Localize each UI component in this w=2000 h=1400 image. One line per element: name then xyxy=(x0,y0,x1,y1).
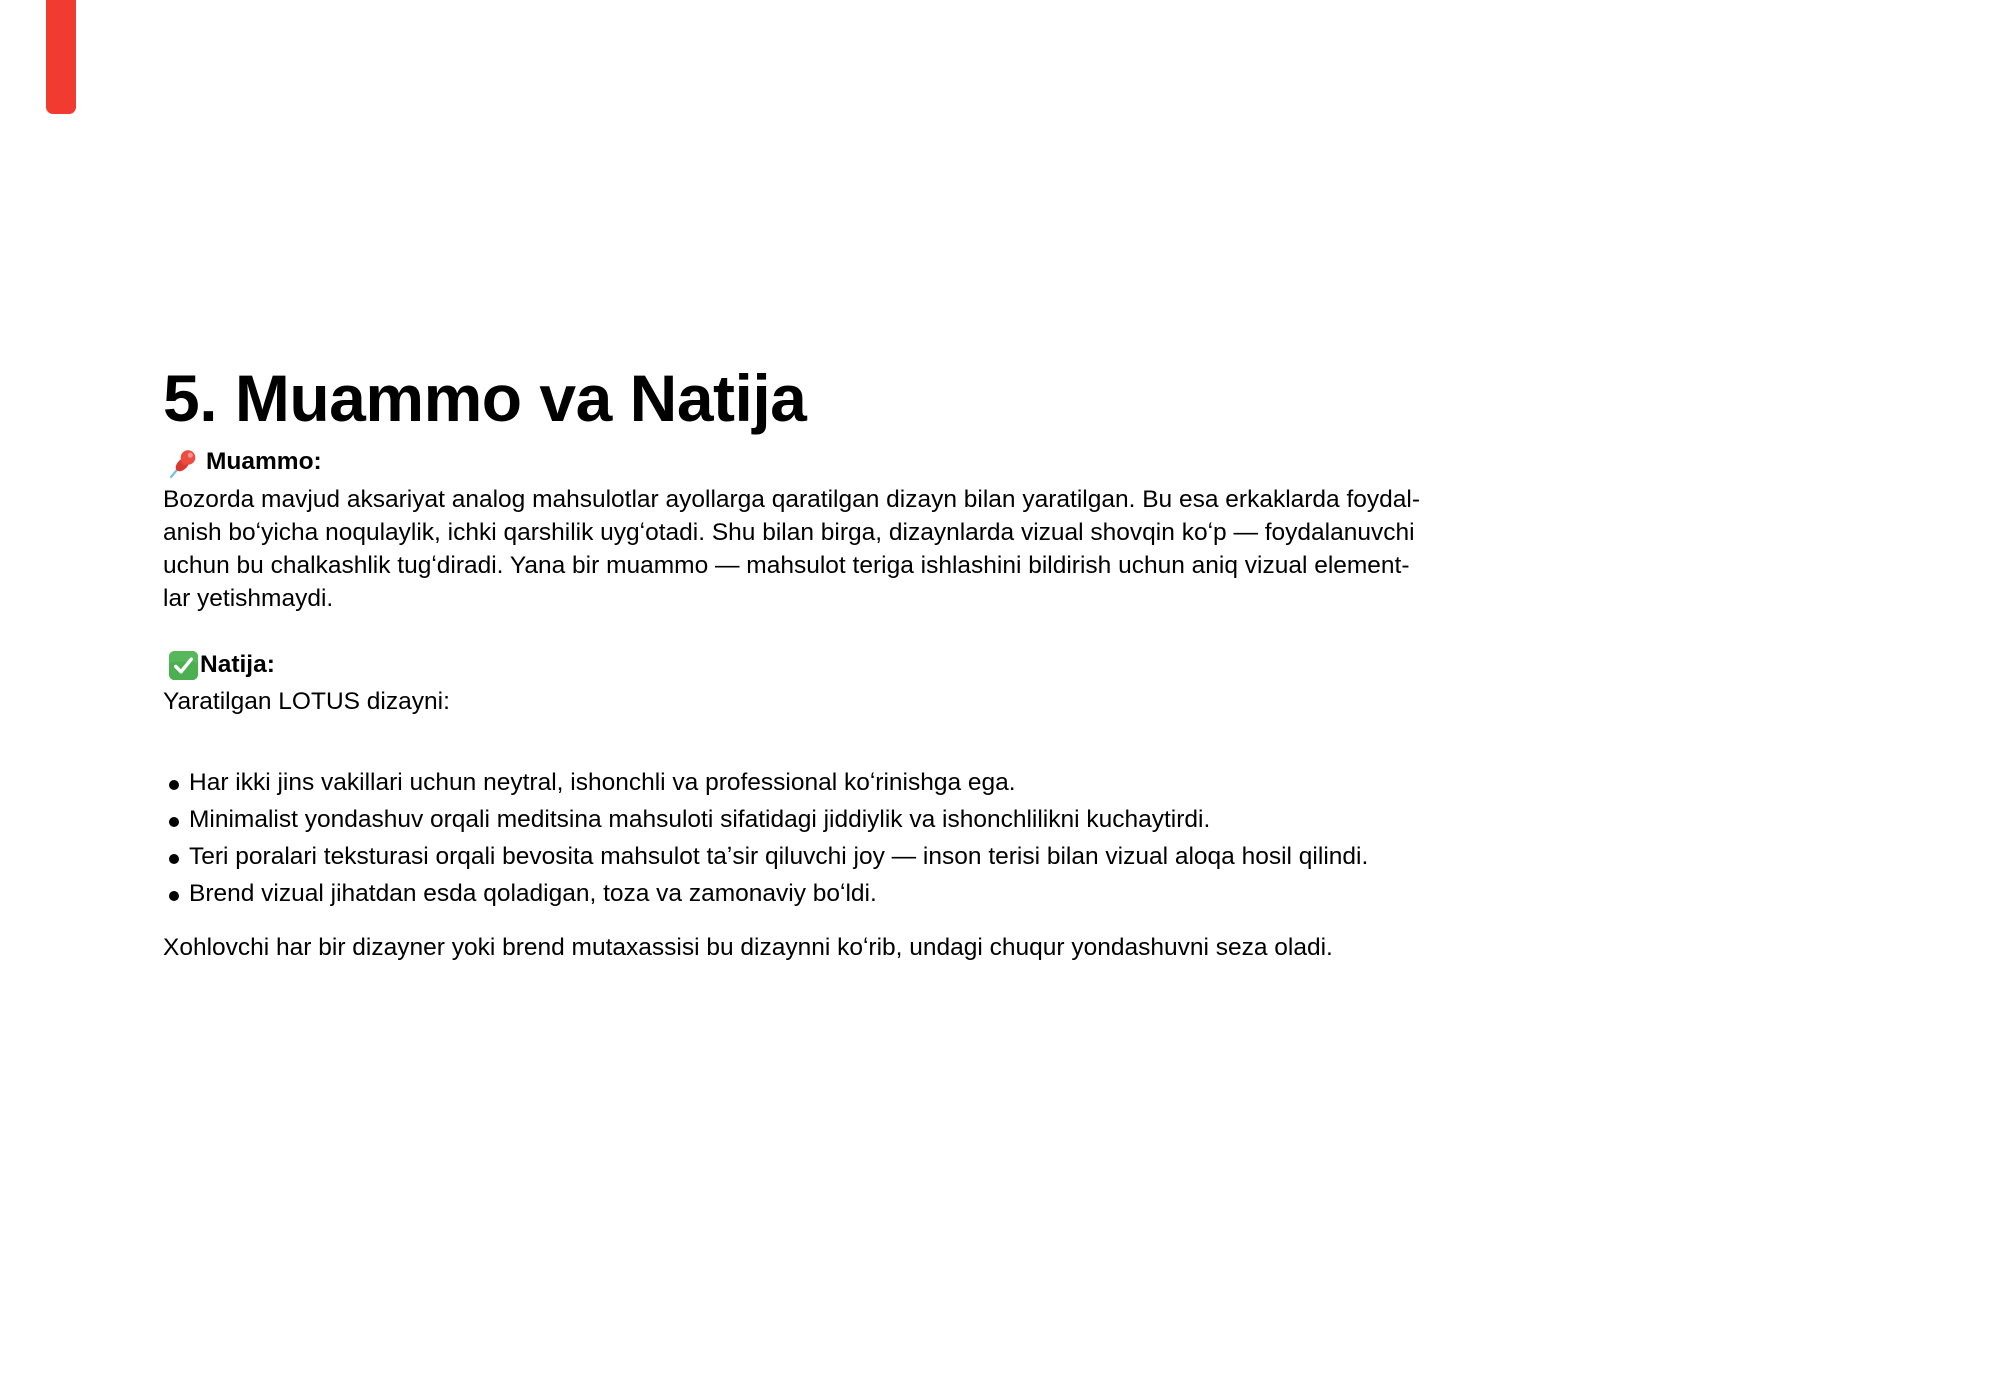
bullet-dot-icon xyxy=(169,817,179,827)
page-title: 5. Muammo va Natija xyxy=(163,361,807,436)
bullet-text: Har ikki jins vakillari uchun neytral, ishonchli va professional koʻrinishga ega. xyxy=(189,769,1016,796)
check-mark-icon xyxy=(168,650,199,681)
natija-bullet-list xyxy=(169,764,1368,912)
bullet-text: Brend vizual jihatdan esda qoladigan, toza va zamonaviy boʻldi. xyxy=(189,880,877,907)
accent-bar xyxy=(46,0,76,114)
bullet-text: Teri poralari teksturasi orqali bevosita mahsulot taʼsir qiluvchi joy — inson terisi bilan vizual aloqa hosil qilindi. xyxy=(189,843,1369,870)
bullet-dot-icon xyxy=(169,780,179,790)
muammo-paragraph-line: anish boʻyicha noqulaylik, ichki qarshilik uygʻotadi. Shu bilan birga, dizaynlarda vizual shovqin koʻp — foydalanuvchi xyxy=(163,519,1415,546)
natija-label: Natija: xyxy=(200,651,275,678)
muammo-paragraph-line: Bozorda mavjud aksariyat analog mahsulotlar ayollarga qaratilgan dizayn bilan yaratilgan. Bu esa erkaklarda foydal- xyxy=(163,486,1421,513)
muammo-paragraph xyxy=(163,483,1420,615)
list-item xyxy=(169,801,1368,838)
list-item xyxy=(169,838,1368,875)
closing-paragraph: Xohlovchi har bir dizayner yoki brend mutaxassisi bu dizaynni koʻrib, undagi chuqur yondashuvni seza oladi. xyxy=(163,934,1333,961)
list-item xyxy=(169,875,1368,912)
natija-intro: Yaratilgan LOTUS dizayni: xyxy=(163,688,450,715)
muammo-paragraph-line: uchun bu chalkashlik tugʻdiradi. Yana bir muammo — mahsulot teriga ishlashini bildirish uchun aniq vizual element- xyxy=(163,552,1410,579)
bullet-dot-icon xyxy=(169,891,179,901)
bullet-text: Minimalist yondashuv orqali meditsina mahsuloti sifatidagi jiddiylik va ishonchlilikni kuchaytirdi. xyxy=(189,806,1211,833)
muammo-paragraph-line: lar yetishmaydi. xyxy=(163,585,334,612)
list-item xyxy=(169,764,1368,801)
pushpin-icon xyxy=(166,448,198,480)
muammo-label: Muammo: xyxy=(206,448,322,475)
bullet-dot-icon xyxy=(169,854,179,864)
